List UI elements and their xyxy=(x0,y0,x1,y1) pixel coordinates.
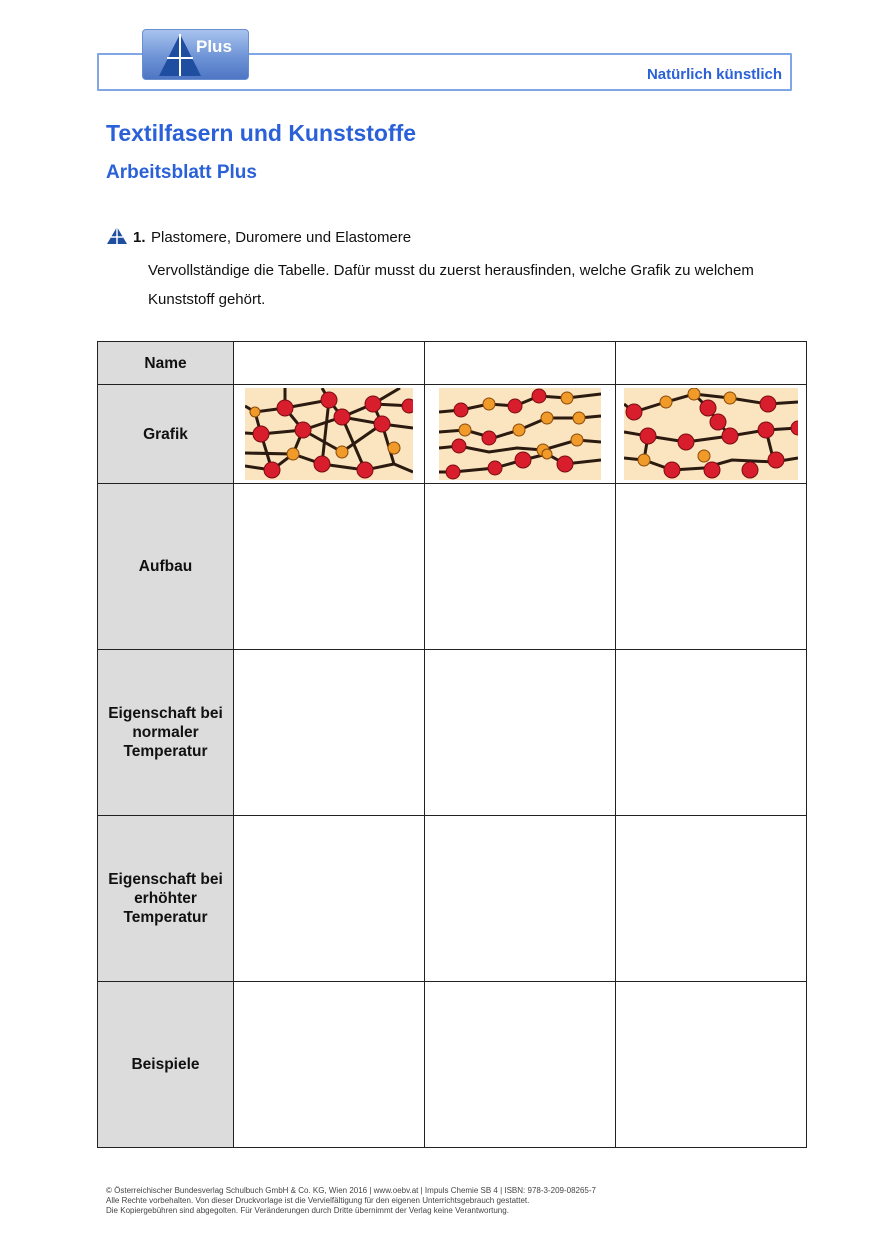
answer-cell[interactable] xyxy=(234,816,425,982)
linear-chains-diagram-icon xyxy=(439,388,601,480)
plus-logo xyxy=(142,29,249,80)
row-label-graphic: Grafik xyxy=(98,385,234,484)
answer-cell[interactable] xyxy=(234,484,425,650)
graphic-cell xyxy=(425,385,616,484)
row-label-property-normal: Eigenschaft bei normaler Temperatur xyxy=(98,650,234,816)
row-label-structure: Aufbau xyxy=(98,484,234,650)
table-row-name xyxy=(98,342,807,385)
answer-cell[interactable] xyxy=(616,342,807,385)
row-label-examples: Beispiele xyxy=(98,982,234,1148)
logo-text: Plus xyxy=(196,37,232,56)
graphic-cell xyxy=(234,385,425,484)
series-title: Natürlich künstlich xyxy=(646,66,782,83)
task-title: Plastomere, Duromere und Elastomere xyxy=(151,229,412,246)
page-title: Textilfasern und Kunststoffe xyxy=(106,120,417,146)
task-number: 1. xyxy=(133,229,146,246)
triangle-logo-icon xyxy=(143,30,203,79)
footer-line: © Österreichischer Bundesverlag Schulbuch GmbH & Co. KG, Wien 2016 | www.oebv.at | Impuls Chemie SB 4 | ISBN: 978-3-209-08265-7 xyxy=(106,1186,596,1195)
plus-task-icon xyxy=(106,226,128,246)
answer-cell[interactable] xyxy=(425,816,616,982)
footer-line: Die Kopiergebühren sind abgegolten. Für Veränderungen durch Dritte übernimmt der Verlag keine Verantwortung. xyxy=(106,1206,509,1215)
row-label-property-heated: Eigenschaft bei erhöhter Temperatur xyxy=(98,816,234,982)
answer-cell[interactable] xyxy=(616,484,807,650)
answer-cell[interactable] xyxy=(616,650,807,816)
row-label-name: Name xyxy=(98,342,234,385)
answer-cell[interactable] xyxy=(425,982,616,1148)
table-row-graphic xyxy=(98,385,807,484)
task-instruction: Vervollständige die Tabelle. Dafür musst du zuerst herausfinden, welche Grafik zu welchem Kunststoff gehört. xyxy=(148,262,754,308)
table-row-examples xyxy=(98,982,807,1148)
answer-cell[interactable] xyxy=(425,484,616,650)
table-row-structure xyxy=(98,484,807,650)
answer-cell[interactable] xyxy=(616,982,807,1148)
answer-cell[interactable] xyxy=(234,342,425,385)
worksheet-table xyxy=(97,341,807,1148)
footer-copyright xyxy=(106,1186,596,1216)
page-subtitle: Arbeitsblatt Plus xyxy=(106,162,257,183)
crosslinked-network-diagram-icon xyxy=(245,388,413,480)
table-row-property-normal xyxy=(98,650,807,816)
answer-cell[interactable] xyxy=(425,650,616,816)
answer-cell[interactable] xyxy=(425,342,616,385)
loosely-crosslinked-chains-diagram-icon xyxy=(624,388,798,480)
graphic-cell xyxy=(616,385,807,484)
footer-line: Alle Rechte vorbehalten. Von dieser Druckvorlage ist die Vervielfältigung für den eigenen Unterrichtsgebrauch gestattet. xyxy=(106,1196,530,1205)
answer-cell[interactable] xyxy=(616,816,807,982)
table-row-property-heated xyxy=(98,816,807,982)
answer-cell[interactable] xyxy=(234,650,425,816)
answer-cell[interactable] xyxy=(234,982,425,1148)
